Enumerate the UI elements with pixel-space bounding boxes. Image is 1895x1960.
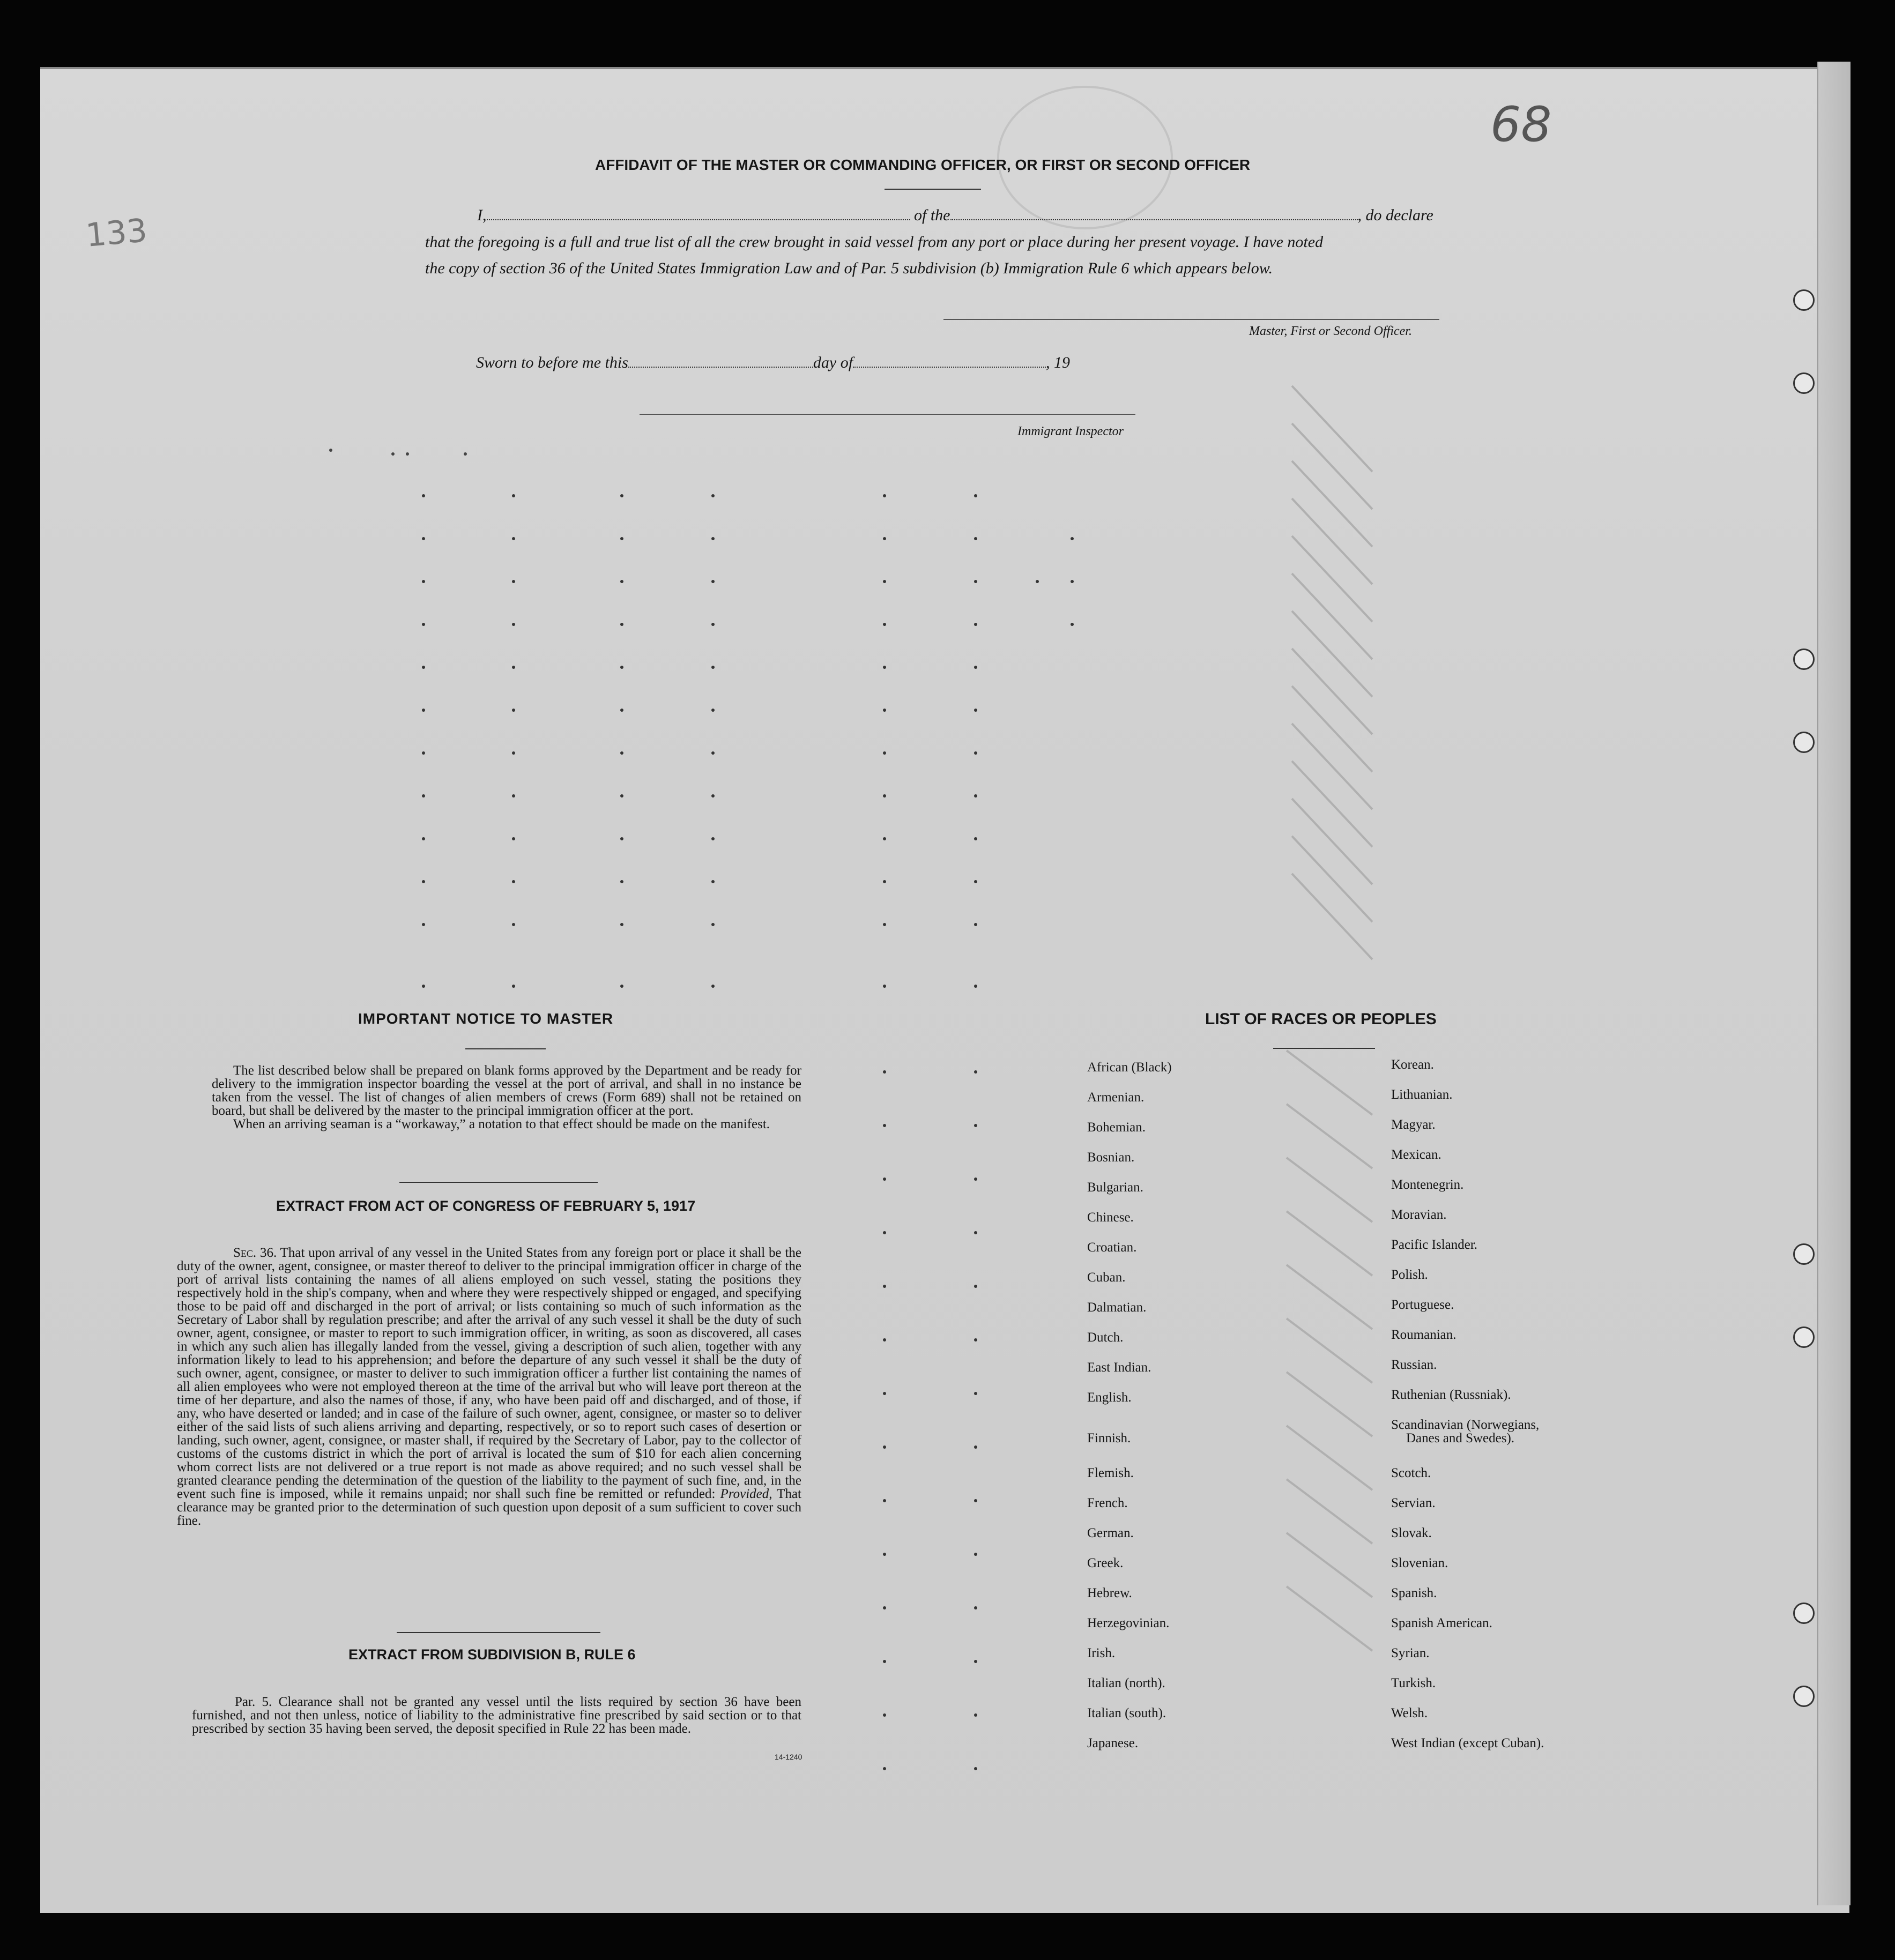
notice-title: IMPORTANT NOTICE TO MASTER <box>358 1010 614 1027</box>
race-item: Flemish. <box>1087 1466 1134 1480</box>
page-number-top-right: 68 <box>1490 96 1552 153</box>
race-item: German. <box>1087 1526 1134 1540</box>
affidavit-line-3: the copy of section 36 of the United States Immigration Law and of Par. 5 subdivision (b) Immigration Rule 6 which appears below. <box>425 259 1273 277</box>
race-item: Croatian. <box>1087 1240 1137 1255</box>
punch-hole <box>1793 649 1815 670</box>
notice-body <box>212 1064 801 1131</box>
extract-act-title: EXTRACT FROM ACT OF CONGRESS OF FEBRUARY 5, 1917 <box>276 1198 696 1214</box>
race-item: Cuban. <box>1087 1270 1126 1285</box>
punch-hole <box>1793 372 1815 394</box>
race-item: Japanese. <box>1087 1736 1139 1750</box>
punch-hole <box>1793 289 1815 311</box>
race-item: Lithuanian. <box>1391 1087 1453 1102</box>
race-item: African (Black) <box>1087 1060 1172 1075</box>
section-36-text: That upon arrival of any vessel in the United States from any foreign port or place it shall be the duty of the owner, agent, consignee, or master thereof to deliver to the principal immigration officer in charge of the port of arrival lists containing the names of all aliens employed on such vessel, stating the positions they respectively hold in the ship's company, when and where they were respectively shipped or engaged, and specifying those to be paid off and discharged in the port of arrival; or lists containing so much of such information as the Secretary of Labor shall by regulation prescribe; and after the arrival of any such vessel it shall be the duty of such owner, agent, consignee, or master to report to such immigration officer, in writing, as soon as discovered, all cases in which any such alien has illegally landed from the vessel, giving a description of such alien, together with any information likely to lead to his apprehension; and before the departure of any such vessel it shall be the duty of such owner, agent, consignee, or master to deliver to such immigration officer a further list containing the names of all alien employees who were not employed thereon at the time of the arrival but who will leave port thereon at the time of her departure, and also the names of those, if any, who have been paid off and discharged, and of those, if any, who have deserted or landed; and in case of the failure of such owner, agent, consignee, or master so to deliver either of the said lists of such aliens arriving and departing, respectively, or so to report such cases of desertion or landing, such owner, agent, consignee, or master shall, if required by the Secretary of Labor, pay to the collector of customs of the customs district in which the port of arrival is located the sum of $10 for each alien concerning whom correct lists are not delivered or a true report is not made as above required; and no such vessel shall be granted clearance pending the determination of the question of the liability to the payment of such fine, and, in the event such fine is imposed, while it remains unpaid; nor shall such fine be remitted or refunded: <box>177 1246 801 1501</box>
race-item: Irish. <box>1087 1646 1116 1660</box>
race-item: Mexican. <box>1391 1147 1441 1162</box>
race-item: Bohemian. <box>1087 1120 1146 1135</box>
race-item: Scandinavian (Norwegians, <box>1391 1418 1540 1432</box>
section-label: Sec. 36. <box>233 1246 277 1260</box>
notice-divider <box>399 1182 598 1183</box>
race-item: Montenegrin. <box>1391 1178 1464 1192</box>
form-number: 14-1240 <box>775 1753 802 1761</box>
affidavit-of-label: of the <box>914 206 950 224</box>
race-item: Scotch. <box>1391 1466 1431 1480</box>
punch-hole <box>1793 1326 1815 1348</box>
race-item: Italian (south). <box>1087 1706 1166 1720</box>
race-item: Chinese. <box>1087 1210 1134 1225</box>
affidavit-declare-label: , do declare <box>1357 206 1433 224</box>
race-item: Italian (north). <box>1087 1676 1165 1690</box>
race-item: East Indian. <box>1087 1360 1151 1375</box>
provided-label: Provided, <box>720 1487 772 1501</box>
race-item: Hebrew. <box>1087 1586 1132 1600</box>
page-number-top-left: 133 <box>84 212 149 255</box>
notice-para-1: The list described below shall be prepared on blank forms approved by the Department and be ready for delivery to the immigration inspector boarding the vessel at the port of arrival, and shall in no instance be taken from the vessel. The list of changes of alien members of crews (Form 689) shall not be retained on board, but shall be delivered by the master to the principal immigration officer at the port. <box>212 1063 801 1118</box>
affidavit-i-label: I, <box>477 206 487 224</box>
race-item: Welsh. <box>1391 1706 1428 1720</box>
punch-hole <box>1793 1686 1815 1707</box>
punch-hole <box>1793 732 1815 753</box>
sworn-label: Sworn to before me this <box>476 354 628 371</box>
race-item: Slovak. <box>1391 1526 1432 1540</box>
race-item: Roumanian. <box>1391 1328 1456 1342</box>
race-item: Moravian. <box>1391 1208 1447 1222</box>
sworn-dayof-label: day of <box>813 354 853 371</box>
affidavit-line-2: that the foregoing is a full and true list of all the crew brought in said vessel from any port or place during her present voyage. I have noted <box>425 233 1324 251</box>
sworn-year-label: , 19 <box>1046 354 1071 371</box>
inspector-caption: Immigrant Inspector <box>1017 424 1124 438</box>
extract-rule-body: Par. 5. Clearance shall not be granted any vessel until the lists required by section 36 have been furnished, and not then unless, notice of liability to the administrative fine prescribed by said section or to that prescribed by section 35 having been served, the deposit specified in Rule 22 has been made. <box>192 1695 801 1736</box>
race-item: English. <box>1087 1390 1132 1405</box>
race-item: Finnish. <box>1087 1431 1131 1445</box>
race-item: Dutch. <box>1087 1330 1124 1345</box>
race-item: Pacific Islander. <box>1391 1238 1478 1252</box>
race-item: Dalmatian. <box>1087 1300 1147 1315</box>
race-item: Spanish. <box>1391 1586 1437 1600</box>
race-item: French. <box>1087 1496 1128 1510</box>
race-item: Portuguese. <box>1391 1298 1454 1312</box>
extract-rule-title: EXTRACT FROM SUBDIVISION B, RULE 6 <box>348 1646 636 1663</box>
races-title: LIST OF RACES OR PEOPLES <box>1205 1010 1437 1028</box>
punch-hole <box>1793 1243 1815 1265</box>
notice-title-rule <box>465 1048 546 1049</box>
notice-para-2: When an arriving seaman is a “workaway,” a notation to that effect should be made on the manifest. <box>233 1117 770 1131</box>
extract-act-body <box>177 1246 801 1527</box>
race-item: Bosnian. <box>1087 1150 1135 1165</box>
race-item: Greek. <box>1087 1556 1124 1570</box>
race-item: Bulgarian. <box>1087 1180 1143 1195</box>
race-item: Russian. <box>1391 1358 1437 1372</box>
race-item: West Indian (except Cuban). <box>1391 1736 1544 1750</box>
affidavit-title: AFFIDAVIT OF THE MASTER OR COMMANDING OFFICER, OR FIRST OR SECOND OFFICER <box>595 156 1251 173</box>
race-item: Magyar. <box>1391 1117 1436 1132</box>
master-caption: Master, First or Second Officer. <box>1249 324 1412 338</box>
section-36-text-end: That clearance may be granted prior to the determination of such question upon deposit of a sum sufficient to cover such fine. <box>177 1487 801 1528</box>
race-item: Ruthenian (Russniak). <box>1391 1388 1511 1402</box>
race-item: Herzegovinian. <box>1087 1616 1170 1630</box>
race-item: Danes and Swedes). <box>1406 1431 1515 1445</box>
extract-divider <box>397 1632 600 1633</box>
race-item: Armenian. <box>1087 1090 1145 1105</box>
race-item: Slovenian. <box>1391 1556 1448 1570</box>
race-item: Turkish. <box>1391 1676 1436 1690</box>
race-item: Servian. <box>1391 1496 1436 1510</box>
race-item: Polish. <box>1391 1268 1428 1282</box>
race-item: Korean. <box>1391 1057 1434 1072</box>
race-item: Spanish American. <box>1391 1616 1492 1630</box>
races-title-rule <box>1273 1048 1375 1049</box>
punch-hole <box>1793 1603 1815 1624</box>
race-item: Syrian. <box>1391 1646 1430 1660</box>
